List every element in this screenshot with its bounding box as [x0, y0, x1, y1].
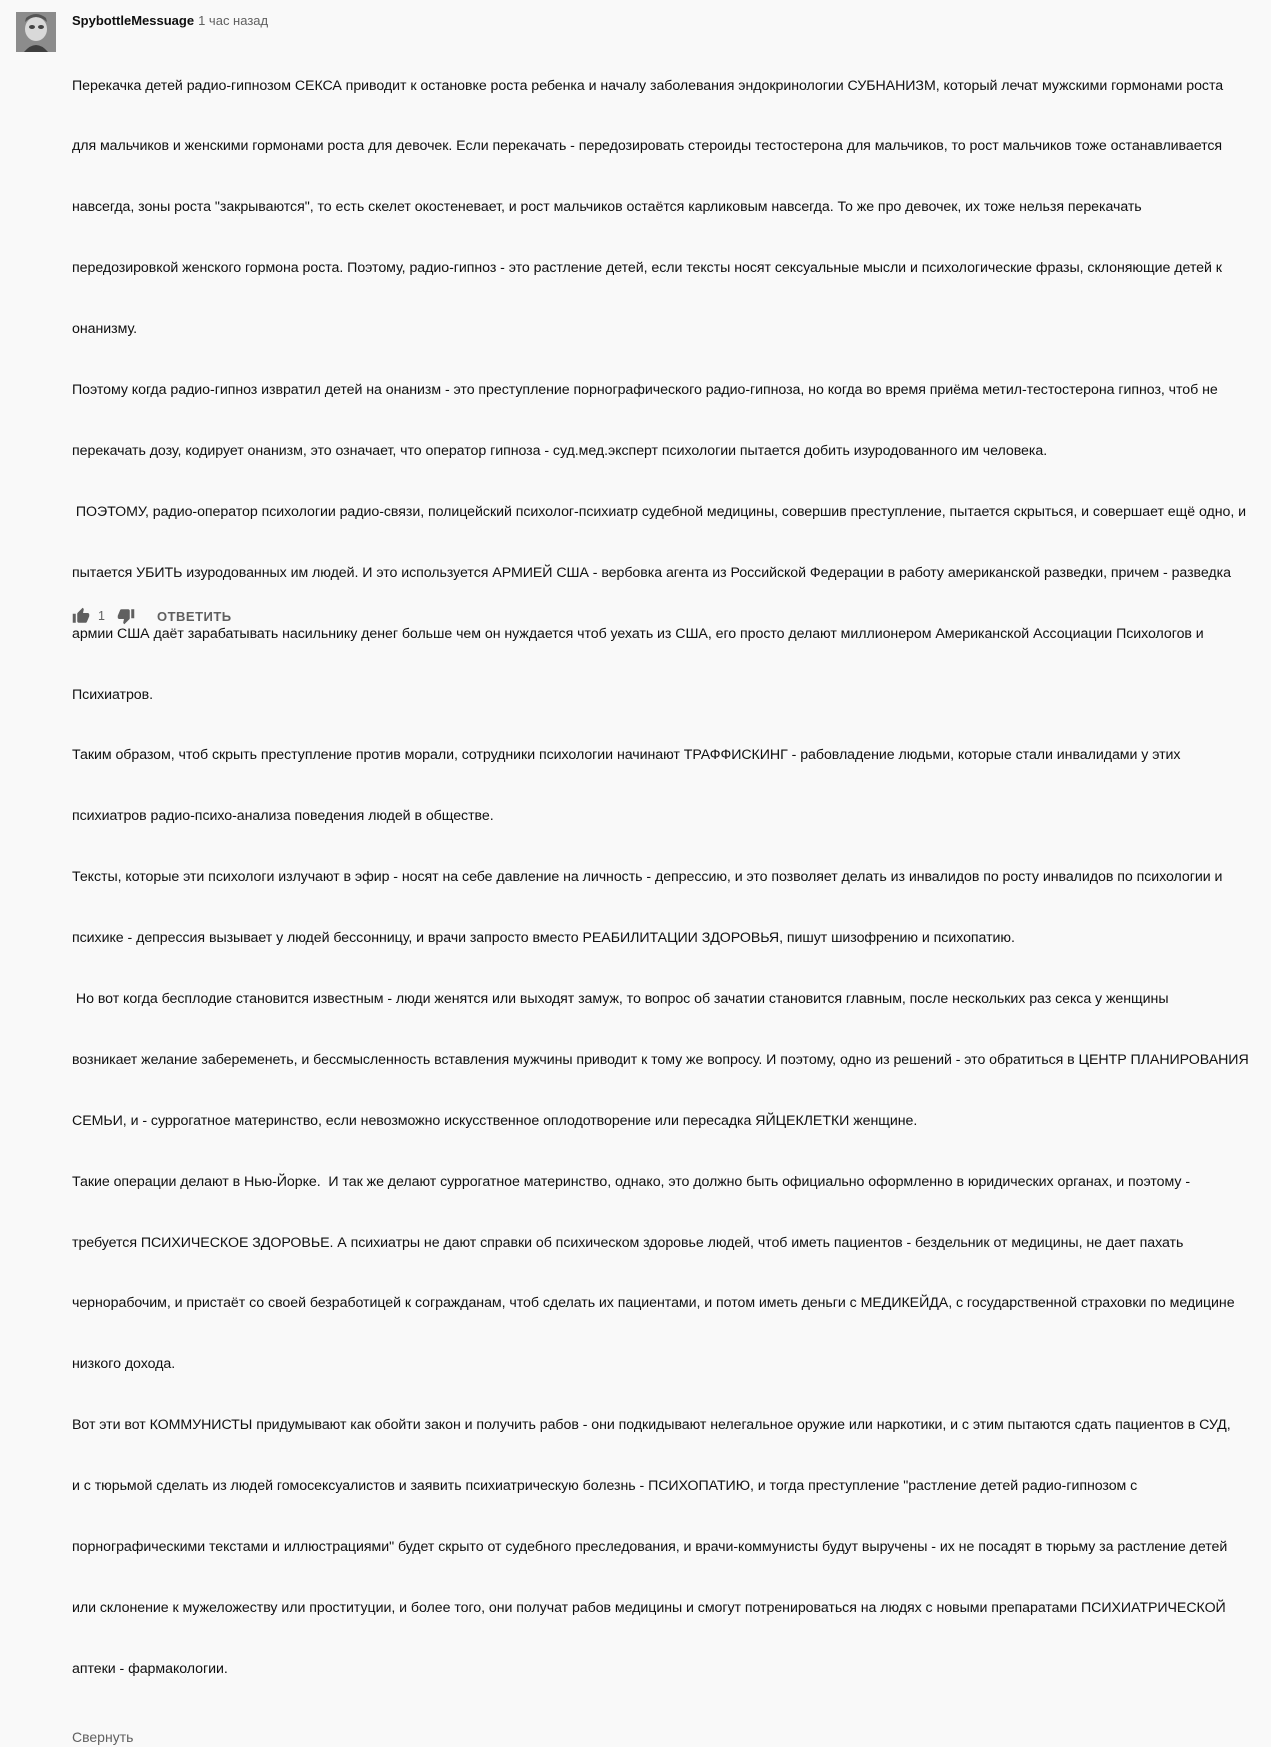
comment-time[interactable]: 1 час назад — [198, 13, 269, 28]
comment-line: для мальчиков и женскими гормонами роста для девочек. Если перекачать - передозировать стероиды тестостерона для мальчиков, то рост мальчиков тоже останавливается — [72, 138, 1223, 155]
comment-text — [72, 35, 1252, 1720]
comment-line: требуется ПСИХИЧЕСКОЕ ЗДОРОВЬЕ. А психиатры не дают справки об психическом здоровье людей, чтоб иметь пациентов - бездельник от медицины, не дает пахать — [72, 1234, 1184, 1251]
comment-line: перекачать дозу, кодирует онанизм, это означает, что оператор гипноза - суд.мед.эксперт психологии пытается добить изуродованного им человека. — [72, 442, 1048, 459]
collapse-link[interactable]: Свернуть — [72, 1728, 134, 1745]
comment-line: чернорабочим, и пристаёт со своей безработицей к согражданам, чтоб сделать их пациентами, и потом иметь деньги с МЕДИКЕЙДА, с государственной страховки по медицине — [72, 1295, 1235, 1312]
comment-line: СЕМЬИ, и - суррогатное материнство, если невозможно искусственное оплодотворение или пересадка ЯЙЦЕКЛЕТКИ женщине. — [72, 1112, 918, 1129]
comment-line: психике - депрессия вызывает у людей бессонницу, и врачи запросто вместо РЕАБИЛИТАЦИИ ЗДОРОВЬЯ, пишут шизофрению и психопатию. — [72, 930, 1015, 947]
like-button[interactable] — [72, 607, 90, 625]
comment-line: Такие операции делают в Нью-Йорке. И так же делают суррогатное материнство, однако, это должно быть официально оформленно в юридических органах, и поэтому - — [72, 1173, 1190, 1190]
comment-toolbar — [72, 604, 232, 628]
comment-line: Тексты, которые эти психологи излучают в эфир - носят на себе давление на личность - депрессию, и это позволяет делать из инвалидов по росту инвалидов по психологии и — [72, 869, 1223, 886]
comment-line: Таким образом, чтоб скрыть преступление против морали, сотрудники психологии начинают ТРАФФИСКИНГ - рабовладение людьми, которые стали инвалидами у этих — [72, 747, 1181, 764]
comment-line: Но вот когда бесплодие становится известным - люди женятся или выходят замуж, то вопрос об зачатии становится главным, после нескольких раз секса у женщины — [72, 990, 1169, 1007]
comment-line: навсегда, зоны роста "закрываются", то есть скелет окостеневает, и рост мальчиков остаётся карликовым навсегда. То же про девочек, их тоже нельзя перекачать — [72, 199, 1142, 216]
comment-line: ПОЭТОМУ, радио-оператор психологии радио-связи, полицейский психолог-психиатр судебной медицины, совершив преступление, пытается скрыться, и совершает ещё одно, и — [72, 503, 1247, 520]
comment-line: пытается УБИТЬ изуродованных им людей. И это используется АРМИЕЙ США - вербовка агента из Российской Федерации в работу американской разведки, причем - разведка — [72, 564, 1231, 581]
comment-author[interactable]: SpybottleMessuage — [72, 13, 195, 28]
thumb-down-icon — [117, 607, 135, 625]
comment-line: порнографическими текстами и иллюстрациями" будет скрыто от судебного преследования, и врачи-коммунисты будут выручены - их не посадят в тюрьму за растление детей — [72, 1538, 1228, 1555]
comment-header — [72, 11, 1252, 31]
comment-line: аптеки - фармакологии. — [72, 1660, 228, 1677]
comment-line: передозировкой женского гормона роста. Поэтому, радио-гипноз - это растление детей, если тексты носят сексуальные мысли и психологические фразы, склоняющие детей к — [72, 260, 1222, 277]
comment-line: Вот эти вот КОММУНИСТЫ придумывают как обойти закон и получить рабов - они подкидывают нелегальное оружие или наркотики, и с этим пытаются сдать пациентов в СУД, — [72, 1417, 1231, 1434]
comment-body — [72, 11, 1252, 1747]
thumb-up-icon — [72, 607, 90, 625]
comment-line: и с тюрьмой сделать из людей гомосексуалистов и заявить психиатрическую болезнь - ПСИХОПАТИЮ, и тогда преступление "растление детей радио-гипнозом с — [72, 1478, 1138, 1495]
comment-line: Психиатров. — [72, 686, 154, 703]
comment-line: низкого дохода. — [72, 1356, 176, 1373]
reply-button[interactable]: ОТВЕТИТЬ — [156, 608, 232, 624]
dislike-button[interactable] — [117, 607, 135, 625]
comment-line: Поэтому когда радио-гипноз извратил детей на онанизм - это преступление порнографического радио-гипноза, но когда во время приёма метил-тестостерона гипноз, чтоб не — [72, 382, 1218, 399]
comment-line: психиатров радио-психо-анализа поведения людей в обществе. — [72, 808, 494, 825]
avatar[interactable] — [16, 12, 56, 52]
comment-line: онанизму. — [72, 321, 137, 338]
like-count: 1 — [98, 609, 105, 623]
comment-line: Перекачка детей радио-гипнозом СЕКСА приводит к остановке роста ребенка и началу заболевания эндокринологии СУБНАНИЗМ, который лечат мужскими гормонами роста — [72, 77, 1224, 94]
comment-line: или склонение к мужеложеству или проституции, и более того, они получат рабов медицины и смогут потренироваться на людях с новыми препаратами ПСИХИАТРИЧЕСКОЙ — [72, 1599, 1226, 1616]
comment-line: армии США даёт зарабатывать насильнику денег больше чем он нуждается чтоб уехать из США, его просто делают миллионером Американской Ассоциации Психологов и — [72, 625, 1204, 642]
comment-line: возникает желание забеременеть, и бессмысленность вставления мужчины приводит к тому же вопросу. И поэтому, одно из решений - это обратиться в ЦЕНТР ПЛАНИРОВАНИЯ — [72, 1051, 1249, 1068]
